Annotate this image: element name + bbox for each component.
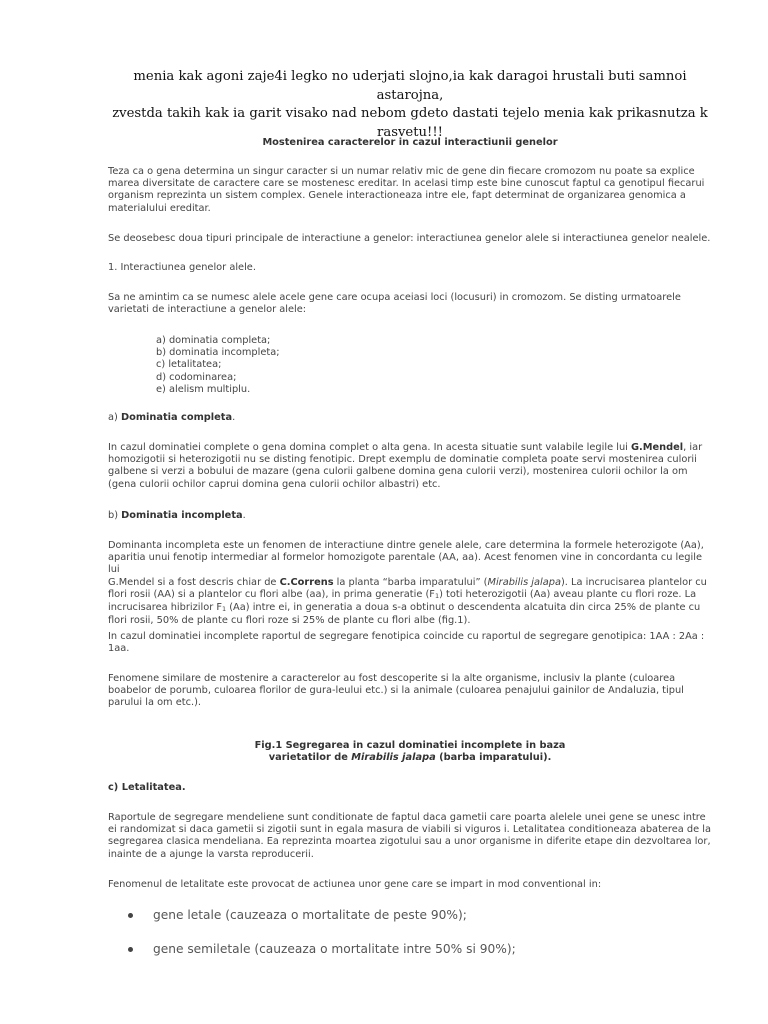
paragraph-alleles: Sa ne amintim ca se numesc alele acele gene care ocupa aceiasi loci (locusuri) in cromozom. Se disting urmatoarele varietati de interactiune a genelor alele:	[108, 292, 681, 316]
section-heading-a: a) Dominatia completa.	[108, 412, 236, 423]
list-item: d) codominarea;	[156, 371, 237, 383]
document-title: Mostenirea caracterelor in cazul interactiunii genelor	[262, 137, 558, 148]
list-item: e) alelism multiplu.	[156, 383, 251, 395]
paragraph-complete-dominance: In cazul dominatiei complete o gena domina complet o alta gena. In acesta situatie sunt valabile legile lui G.Mendel, iar homozigotii si heterozigotii nu se disting fenotipic. Drept exemplu de dominatie completa poate servi mostenirea culorii galbene si verzi a bobului de mazare (gena culorii galbene domina gena culorii verzi), mostenirea culorii ochilor la om (gena culorii ochilor caprui domina gena culorii ochilor albastri) etc.	[108, 442, 703, 490]
paragraph-similar-phenomena: Fenomene similare de mostenire a caracterelor au fost descoperite si la alte organisme, inclusiv la plante (culoarea boabelor de porumb, culoarea florilor de gura-leului etc.) si la animale (culoarea penajului gainilor de Andaluzia, tipul parului la om etc.).	[108, 673, 684, 709]
section-heading-c: c) Letalitatea.	[108, 782, 186, 793]
paragraph-types: Se deosebesc doua tipuri principale de interactiune a genelor: interactiunea genelor alele si interactiunea genelor nealele.	[108, 233, 711, 244]
bullet-icon	[128, 913, 133, 918]
figure-caption: Fig.1 Segregarea in cazul dominatiei incomplete in baza varietatilor de Mirabilis jalapa (barba imparatului).	[254, 740, 566, 764]
section-heading-b: b) Dominatia incompleta.	[108, 510, 246, 521]
list-item: b) dominatia incompleta;	[156, 347, 280, 359]
paragraph-lethal-genes: Fenomenul de letalitate este provocat de actiunea unor gene care se impart in mod conventional in:	[108, 879, 602, 890]
header-quote	[108, 68, 712, 142]
list-item: c) letalitatea;	[156, 359, 222, 371]
lethal-genes-list	[128, 898, 516, 966]
bullet-icon	[128, 947, 133, 952]
list-item: gene letale (cauzeaza o mortalitate de peste 90%);	[128, 898, 516, 932]
heading-allelic-interaction: 1. Interactiunea genelor alele.	[108, 262, 256, 273]
paragraph-lethality: Raportule de segregare mendeliene sunt conditionate de faptul daca gametii care poarta alelele unei gene se unesc intre ei randomizat si daca gametii si zigotii sunt in egala masura de viabili si viguros i. Letalitatea conditioneaza abaterea de la segregarea clasica mendeliana. Ea reprezinta moartea zigotului sau a unor organisme in diferite etape din dezvoltarea lor, inainte de a ajunge la varsta reproducerii.	[108, 812, 711, 860]
header-line-3: rasvetu!!!	[377, 124, 443, 140]
paragraph-segregation-ratio: In cazul dominatiei incomplete raportul de segregare fenotipica coincide cu raportul de segregare genotipica: 1AA : 2Aa : 1aa.	[108, 631, 705, 655]
paragraph-intro: Teza ca o gena determina un singur caracter si un numar relativ mic de gene din fiecare cromozom nu poate sa explice marea diversitate de caractere care se mostenesc ereditar. In acelasi timp este bine cunoscut faptul ca genotipul fiecarui organism reprezinta un sistem complex. Genele interactioneaza intre ele, fapt determinat de organizarea genomica a materialului ereditar.	[108, 166, 705, 214]
header-line-1: menia kak agoni zaje4i legko no uderjati slojno,ia kak daragoi hrustali buti samnoi astarojna,	[133, 69, 687, 103]
list-item: a) dominatia completa;	[156, 335, 271, 346]
list-item: gene semiletale (cauzeaza o mortalitate intre 50% si 90%);	[128, 932, 516, 966]
paragraph-incomplete-dominance: Dominanta incompleta este un fenomen de interactiune dintre genele alele, care determina la formele heterozigote (Aa), aparitia unui fenotip intermediar al formelor homozigote parentale (AA, aa). Acest fenomen vine in concordanta cu legile lui G.Mendel si a fost descris chiar de C.Correns la planta “barba imparatului” (Mirabilis jalapa). La incrucisarea plantelor cu flori rosii (AA) si a plantelor cu flori albe (aa), in prima generatie (F1) toti heterozigotii (Aa) aveau plante cu flori roze. La incrucisarea hibrizilor F1 (Aa) intre ei, in generatia a doua s-a obtinut o descendenta alcatuita din circa 25% de plante cu flori rosii, 50% de plante cu flori roze si 25% de plante cu flori albe (fig.1).	[108, 540, 707, 627]
variants-list	[156, 335, 280, 396]
header-line-2: zvestda takih kak ia garit visako nad nebom gdeto dastati tejelo menia kak prikasnutza k	[112, 106, 708, 121]
